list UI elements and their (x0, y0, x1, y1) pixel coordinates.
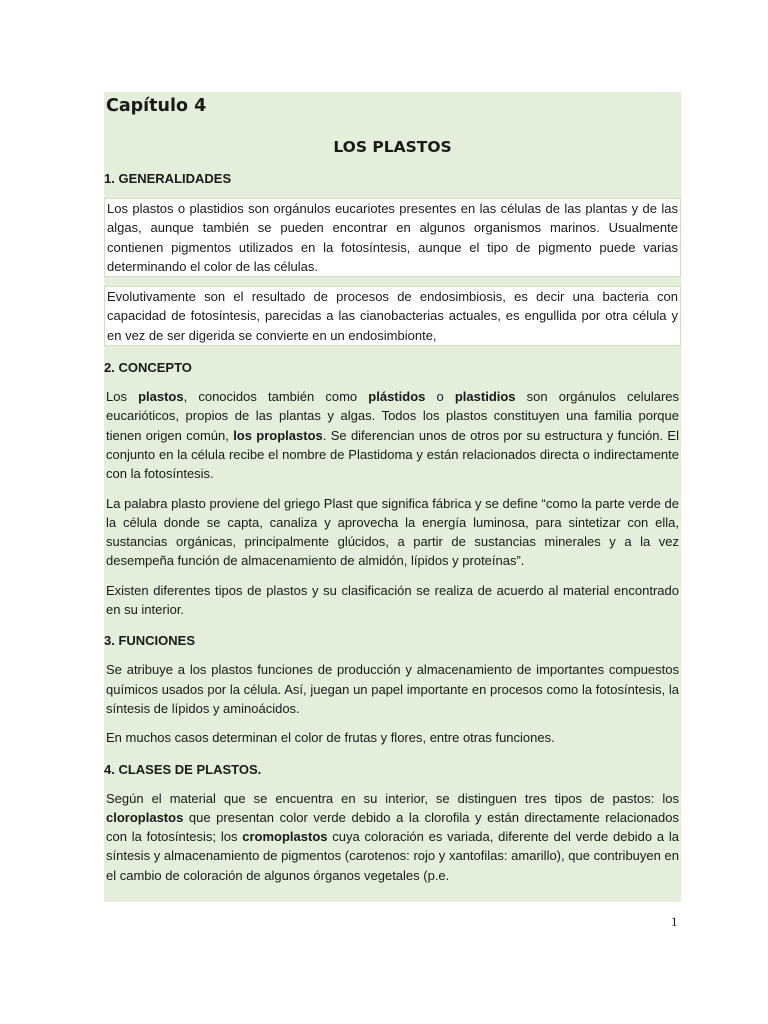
chapter-label: Capítulo 4 (106, 96, 207, 116)
paragraph-funciones-1: Se atribuye a los plastos funciones de producción y almacenamiento de importantes compuestos químicos usados por la célula. Así, juegan un papel importante en procesos como la fotosíntesis, la síntesis de lípidos y aminoácidos. (106, 662, 679, 716)
paragraph-concepto-3: Existen diferentes tipos de plastos y su clasificación se realiza de acuerdo al material encontrado en su interior. (106, 582, 679, 618)
paragraph-generalidades-1: Los plastos o plastidios son orgánulos eucariotes presentes en las células de las plantas y de las algas, aunque también se pueden encontrar en algunos organismos marinos. Usualmente contienen pigmentos utilizados en la fotosíntesis, aunque el tipo de pigmento puede varias determinando el color de las células. (104, 198, 681, 277)
paragraph-generalidades-2: Evolutivamente son el resultado de procesos de endosimbiosis, es decir una bacteria con capacidad de fotosíntesis, parecidas a las cianobacterias actuales, es engullida por otra célula y en vez de ser digerida se convierte en un endosimbionte, (104, 286, 681, 346)
section-heading-funciones: 3. FUNCIONES (104, 633, 196, 649)
section-heading-generalidades: 1. GENERALIDADES (104, 171, 232, 186)
paragraph-clases-1: Según el material que se encuentra en su interior, se distinguen tres tipos de pastos: los cloroplastos que presentan color verde debido a la clorofila y están directamente relacionados con la fotosíntesis; los cromoplastos cuya coloración es variada, diferente del verde debido a la síntesis y almacenamiento de pigmentos (carotenos: rojo y xantofilas: amarillo), que contribuyen en el cambio de coloración de algunos órganos vegetales (p.e. (106, 790, 679, 883)
document-page-body (104, 92, 681, 902)
paragraph-funciones-2: En muchos casos determinan el color de frutas y flores, entre otras funciones. (106, 730, 555, 746)
paragraph-concepto-1: Los plastos, conocidos también como plástidos o plastidios son orgánulos celulares eucarióticos, propios de las plantas y algas. Todos los plastos constituyen una familia porque tienen origen común, los proplastos. Se diferencian unos de otros por su estructura y función. El conjunto en la célula recibe el nombre de Plastidoma y están relacionados directa o indirectamente con la fotosíntesis. (106, 389, 679, 482)
page-number: 1 (671, 914, 678, 929)
paragraph-concepto-2: La palabra plasto proviene del griego Plast que significa fábrica y se define “como la parte verde de la célula donde se capta, canaliza y aprovecha la energía luminosa, para sintetizar con ella, sustancias orgánicas, principalmente glúcidos, a partir de sustancias minerales y a la vez desempeña función de almacenamiento de almidón, lípidos y proteínas”. (106, 495, 679, 569)
section-heading-clases: 4. CLASES DE PLASTOS. (104, 761, 262, 777)
document-title: LOS PLASTOS (333, 138, 452, 156)
section-heading-concepto: 2. CONCEPTO (104, 360, 192, 376)
